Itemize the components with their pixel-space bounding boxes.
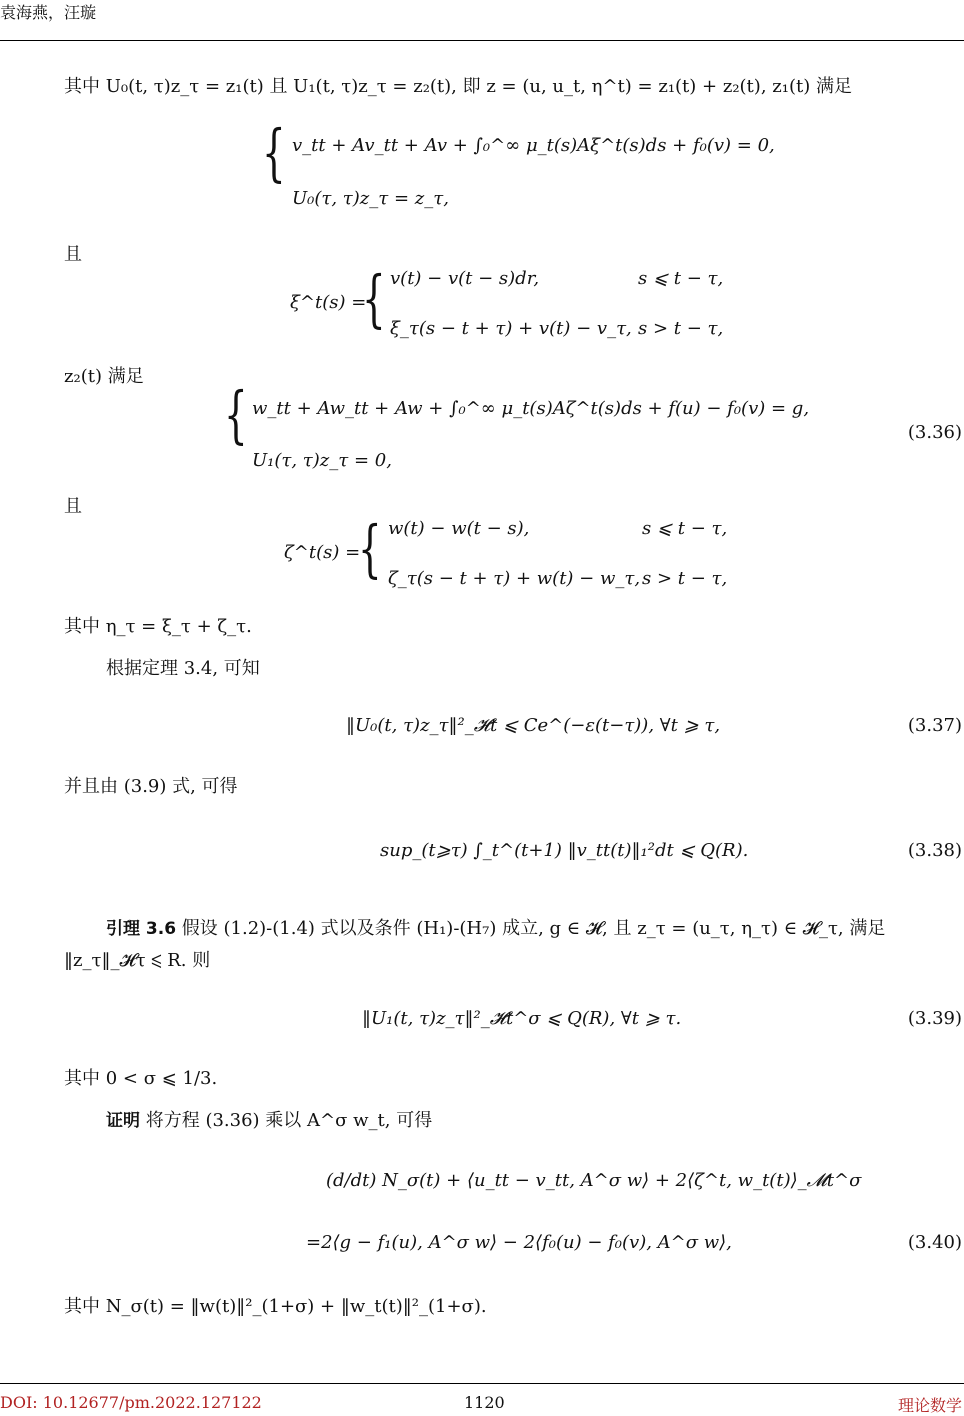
zeta-case2-cond: s > t − τ,	[642, 568, 728, 589]
equation-3-38: sup_(t⩾τ) ∫_t^(t+1) ‖v_tt(t)‖₁²dt ⩽ Q(R).	[380, 840, 749, 861]
lemma-label: 引理 3.6	[106, 919, 177, 939]
xi-case1: v(t) − v(t − s)dr,	[390, 268, 540, 289]
footer-journal-name[interactable]: 理论数学	[897, 1396, 962, 1415]
equation-number-3-38: (3.38)	[907, 840, 962, 861]
running-header-authors: 袁海燕，汪璇	[0, 3, 97, 22]
text-sigma-range: 其中 0 < σ ⩽ 1/3.	[64, 1068, 218, 1089]
zeta-case1: w(t) − w(t − s),	[388, 518, 530, 539]
header-rule	[0, 40, 964, 41]
text-and-1: 且	[64, 244, 82, 265]
lemma-line-1	[106, 914, 964, 944]
text-eta: 其中 η_τ = ξ_τ + ζ_τ.	[64, 616, 252, 637]
equation-3-39: ‖U₁(t, τ)z_τ‖²_𝓗t^σ ⩽ Q(R), ∀t ⩾ τ.	[362, 1008, 682, 1029]
equation-system-a-row1: v_tt + Av_tt + Av + ∫₀^∞ μ_t(s)Aξ^t(s)ds + f₀(v) = 0,	[292, 135, 775, 156]
equation-system-a-row2: U₀(τ, τ)z_τ = z_τ,	[292, 188, 449, 209]
xi-lhs: ξ^t(s) =	[290, 292, 367, 313]
proof-line	[106, 1106, 964, 1136]
footer-doi-link[interactable]: DOI: 10.12677/pm.2022.127122	[0, 1393, 262, 1412]
brace-system-a: {	[262, 116, 286, 189]
xi-case2: ξ_τ(s − t + τ) + v(t) − v_τ,	[390, 318, 632, 339]
equation-number-3-40: (3.40)	[907, 1232, 962, 1253]
equation-3-40-line2: =2⟨g − f₁(u), A^σ w⟩ − 2⟨f₀(u) − f₀(v), A^σ w⟩,	[306, 1232, 732, 1253]
text-and-2: 且	[64, 496, 82, 517]
footer-rule	[0, 1383, 964, 1384]
xi-case2-cond: s > t − τ,	[638, 318, 724, 339]
text-by-3-9: 并且由 (3.9) 式, 可得	[64, 776, 238, 797]
brace-system-b: {	[224, 378, 248, 451]
equation-system-b-row1: w_tt + Aw_tt + Aw + ∫₀^∞ μ_t(s)Aζ^t(s)ds + f(u) − f₀(v) = g,	[252, 398, 810, 419]
zeta-case2: ζ_τ(s − t + τ) + w(t) − w_τ,	[388, 568, 641, 589]
footer-page-number: 1120	[464, 1393, 505, 1412]
equation-number-3-36: (3.36)	[907, 422, 962, 443]
text-n-sigma: 其中 N_σ(t) = ‖w(t)‖²_(1+σ) + ‖w_t(t)‖²_(1+σ).	[64, 1296, 487, 1317]
proof-statement: 将方程 (3.36) 乘以 A^σ w_t, 可得	[145, 1110, 433, 1131]
lemma-statement: 假设 (1.2)-(1.4) 式以及条件 (H₁)-(H₇) 成立, g ∈ 𝓗, 且 z_τ = (u_τ, η_τ) ∈ 𝓗_τ, 满足	[181, 918, 886, 939]
lemma-line-2: ‖z_τ‖_𝓗τ ⩽ R. 则	[64, 950, 211, 971]
text-line-1: 其中 U₀(t, τ)z_τ = z₁(t) 且 U₁(t, τ)z_τ = z₂(t), 即 z = (u, u_t, η^t) = z₁(t) + z₂(t), z₁(t) 满足	[64, 76, 852, 97]
equation-3-40-line1: (d/dt) N_σ(t) + ⟨u_tt − v_tt, A^σ w⟩ + 2⟨ζ^t, w_t(t)⟩_𝓜t^σ	[326, 1170, 862, 1191]
zeta-case1-cond: s ⩽ t − τ,	[642, 518, 728, 539]
proof-label: 证明	[106, 1111, 140, 1131]
equation-number-3-37: (3.37)	[907, 715, 962, 736]
equation-3-37: ‖U₀(t, τ)z_τ‖²_𝓗t ⩽ Ce^(−ε(t−τ)), ∀t ⩾ τ,	[346, 715, 721, 736]
equation-number-3-39: (3.39)	[907, 1008, 962, 1029]
xi-case1-cond: s ⩽ t − τ,	[638, 268, 724, 289]
brace-xi: {	[362, 262, 386, 335]
text-z2: z₂(t) 满足	[64, 366, 144, 387]
text-theorem-ref: 根据定理 3.4, 可知	[106, 658, 260, 679]
brace-zeta: {	[358, 512, 382, 585]
zeta-lhs: ζ^t(s) =	[284, 542, 361, 563]
equation-system-b-row2: U₁(τ, τ)z_τ = 0,	[252, 450, 392, 471]
